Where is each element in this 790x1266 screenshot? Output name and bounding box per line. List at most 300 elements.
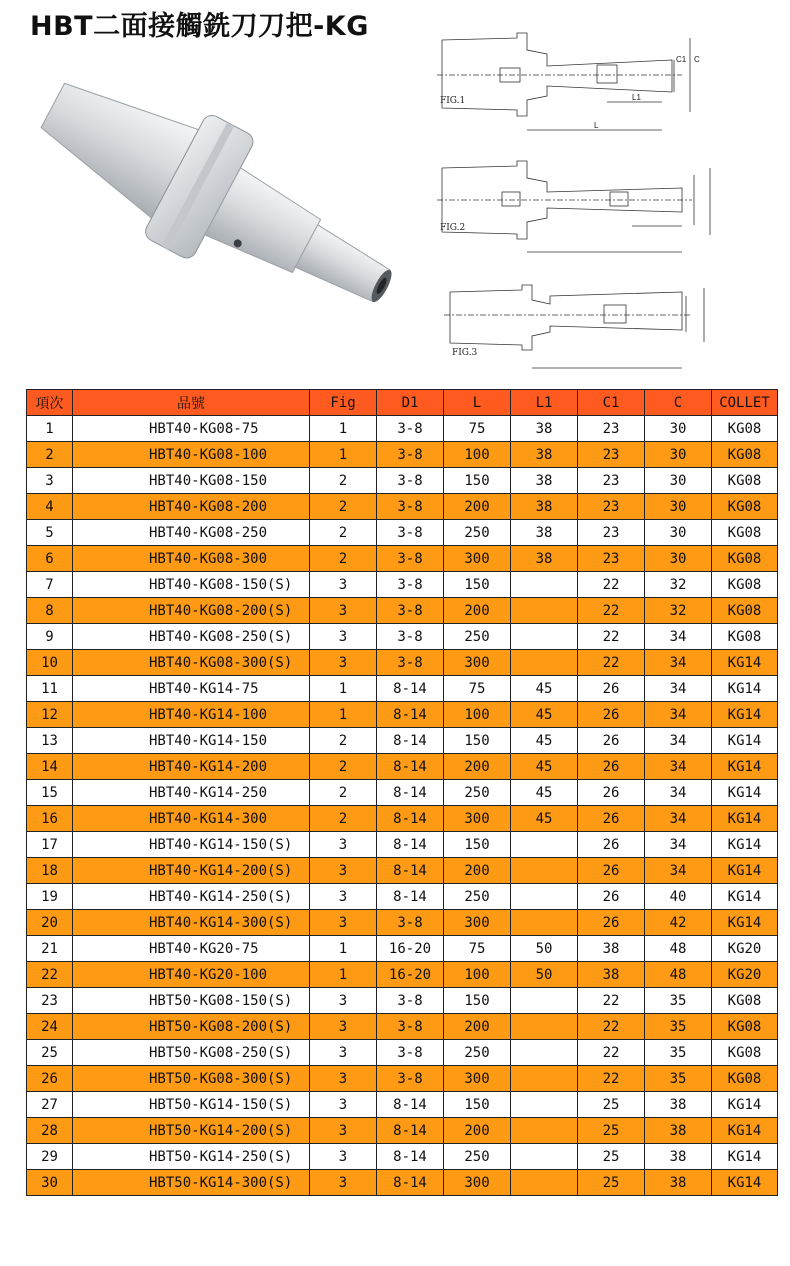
cell-l: 250	[444, 1144, 511, 1170]
cell-l1	[511, 832, 578, 858]
fig1-label: FIG.1	[440, 96, 466, 106]
cell-index: 22	[27, 962, 73, 988]
cell-c1: 23	[578, 442, 645, 468]
cell-model: HBT50-KG14-300(S)	[73, 1170, 310, 1196]
cell-c1: 23	[578, 468, 645, 494]
table-row	[27, 442, 778, 468]
cell-model: HBT50-KG08-150(S)	[73, 988, 310, 1014]
cell-fig: 1	[310, 676, 377, 702]
cell-index: 4	[27, 494, 73, 520]
cell-d1: 3-8	[377, 572, 444, 598]
cell-c: 34	[645, 832, 712, 858]
cell-l: 300	[444, 806, 511, 832]
cell-fig: 1	[310, 442, 377, 468]
cell-l1: 45	[511, 676, 578, 702]
spec-table	[26, 389, 778, 1196]
table-row	[27, 910, 778, 936]
cell-fig: 3	[310, 1144, 377, 1170]
table-row	[27, 1092, 778, 1118]
cell-c1: 23	[578, 416, 645, 442]
cell-l1	[511, 1066, 578, 1092]
cell-fig: 2	[310, 754, 377, 780]
table-row	[27, 936, 778, 962]
cell-model: HBT40-KG20-75	[73, 936, 310, 962]
cell-index: 3	[27, 468, 73, 494]
cell-c: 30	[645, 494, 712, 520]
cell-fig: 1	[310, 936, 377, 962]
cell-l: 150	[444, 1092, 511, 1118]
table-row	[27, 806, 778, 832]
cell-c1: 25	[578, 1170, 645, 1196]
cell-model: HBT40-KG08-150(S)	[73, 572, 310, 598]
cell-fig: 2	[310, 780, 377, 806]
cell-model: HBT40-KG08-200	[73, 494, 310, 520]
cell-d1: 16-20	[377, 936, 444, 962]
cell-d1: 8-14	[377, 1170, 444, 1196]
cell-c: 42	[645, 910, 712, 936]
cell-c: 30	[645, 416, 712, 442]
cell-l: 100	[444, 962, 511, 988]
dim-c-label: C	[694, 55, 700, 64]
cell-l: 250	[444, 520, 511, 546]
cell-c1: 38	[578, 936, 645, 962]
cell-model: HBT40-KG14-100	[73, 702, 310, 728]
cell-model: HBT40-KG14-300(S)	[73, 910, 310, 936]
cell-l: 200	[444, 1014, 511, 1040]
cell-c: 34	[645, 728, 712, 754]
cell-fig: 3	[310, 988, 377, 1014]
cell-c: 35	[645, 1066, 712, 1092]
header-collet: COLLET	[712, 390, 778, 416]
cell-model: HBT40-KG14-250	[73, 780, 310, 806]
cell-index: 13	[27, 728, 73, 754]
cell-c1: 38	[578, 962, 645, 988]
cell-l: 300	[444, 650, 511, 676]
cell-model: HBT40-KG14-150	[73, 728, 310, 754]
cell-collet: KG08	[712, 468, 778, 494]
cell-fig: 2	[310, 520, 377, 546]
cell-c: 30	[645, 468, 712, 494]
table-row	[27, 650, 778, 676]
cell-index: 21	[27, 936, 73, 962]
cell-c1: 22	[578, 1040, 645, 1066]
cell-c: 48	[645, 936, 712, 962]
cell-d1: 3-8	[377, 546, 444, 572]
cell-collet: KG14	[712, 832, 778, 858]
cell-index: 17	[27, 832, 73, 858]
cell-index: 23	[27, 988, 73, 1014]
table-row	[27, 988, 778, 1014]
cell-l1	[511, 572, 578, 598]
table-row	[27, 780, 778, 806]
table-row	[27, 468, 778, 494]
cell-index: 18	[27, 858, 73, 884]
table-row	[27, 962, 778, 988]
cell-collet: KG08	[712, 1040, 778, 1066]
cell-collet: KG14	[712, 650, 778, 676]
cell-d1: 3-8	[377, 598, 444, 624]
cell-c: 34	[645, 806, 712, 832]
cell-c: 35	[645, 988, 712, 1014]
cell-fig: 3	[310, 858, 377, 884]
cell-collet: KG14	[712, 1170, 778, 1196]
cell-index: 20	[27, 910, 73, 936]
cell-d1: 3-8	[377, 988, 444, 1014]
cell-collet: KG14	[712, 1118, 778, 1144]
cell-c1: 22	[578, 650, 645, 676]
cell-l: 200	[444, 754, 511, 780]
cell-collet: KG08	[712, 988, 778, 1014]
cell-c: 30	[645, 442, 712, 468]
cell-collet: KG14	[712, 1144, 778, 1170]
cell-c1: 26	[578, 884, 645, 910]
cell-collet: KG08	[712, 546, 778, 572]
cell-c: 34	[645, 676, 712, 702]
cell-d1: 16-20	[377, 962, 444, 988]
cell-c: 38	[645, 1170, 712, 1196]
cell-model: HBT40-KG14-200	[73, 754, 310, 780]
cell-l: 200	[444, 494, 511, 520]
cell-index: 29	[27, 1144, 73, 1170]
cell-fig: 3	[310, 884, 377, 910]
cell-c: 32	[645, 572, 712, 598]
cell-l: 250	[444, 780, 511, 806]
tool-holder-photo	[10, 62, 410, 362]
cell-l1: 45	[511, 806, 578, 832]
cell-fig: 3	[310, 598, 377, 624]
cell-fig: 3	[310, 624, 377, 650]
table-row	[27, 546, 778, 572]
cell-model: HBT40-KG14-75	[73, 676, 310, 702]
cell-c1: 22	[578, 1014, 645, 1040]
table-row	[27, 572, 778, 598]
cell-c: 34	[645, 702, 712, 728]
cell-d1: 3-8	[377, 624, 444, 650]
table-row	[27, 1066, 778, 1092]
cell-c: 30	[645, 546, 712, 572]
cell-d1: 8-14	[377, 858, 444, 884]
cell-d1: 8-14	[377, 780, 444, 806]
cell-l: 250	[444, 884, 511, 910]
cell-index: 11	[27, 676, 73, 702]
header-fig: Fig	[310, 390, 377, 416]
cell-l1	[511, 1170, 578, 1196]
cell-collet: KG14	[712, 780, 778, 806]
cell-fig: 3	[310, 1066, 377, 1092]
cell-d1: 8-14	[377, 676, 444, 702]
cell-c1: 26	[578, 702, 645, 728]
cell-index: 5	[27, 520, 73, 546]
cell-l: 200	[444, 858, 511, 884]
table-row	[27, 494, 778, 520]
cell-c1: 22	[578, 572, 645, 598]
cell-l1: 50	[511, 962, 578, 988]
cell-fig: 1	[310, 702, 377, 728]
cell-l: 300	[444, 910, 511, 936]
cell-model: HBT40-KG08-200(S)	[73, 598, 310, 624]
cell-d1: 8-14	[377, 754, 444, 780]
cell-l1	[511, 624, 578, 650]
cell-c1: 25	[578, 1118, 645, 1144]
cell-collet: KG08	[712, 416, 778, 442]
cell-l1	[511, 1092, 578, 1118]
cell-collet: KG14	[712, 884, 778, 910]
cell-model: HBT50-KG08-200(S)	[73, 1014, 310, 1040]
cell-l: 150	[444, 728, 511, 754]
cell-d1: 8-14	[377, 1092, 444, 1118]
cell-fig: 3	[310, 832, 377, 858]
cell-index: 19	[27, 884, 73, 910]
fig3-label: FIG.3	[452, 348, 478, 358]
table-row	[27, 832, 778, 858]
table-row	[27, 1040, 778, 1066]
cell-index: 10	[27, 650, 73, 676]
cell-index: 25	[27, 1040, 73, 1066]
cell-collet: KG08	[712, 520, 778, 546]
cell-model: HBT40-KG08-250(S)	[73, 624, 310, 650]
cell-d1: 3-8	[377, 910, 444, 936]
table-row	[27, 1144, 778, 1170]
cell-l1: 50	[511, 936, 578, 962]
cell-collet: KG14	[712, 806, 778, 832]
cell-l: 200	[444, 1118, 511, 1144]
cell-l: 200	[444, 598, 511, 624]
cell-l: 150	[444, 572, 511, 598]
cell-model: HBT40-KG08-100	[73, 442, 310, 468]
cell-d1: 3-8	[377, 1014, 444, 1040]
cell-l1: 38	[511, 546, 578, 572]
cell-l: 250	[444, 624, 511, 650]
cell-collet: KG08	[712, 572, 778, 598]
cell-fig: 3	[310, 1170, 377, 1196]
cell-c: 35	[645, 1040, 712, 1066]
table-row	[27, 1118, 778, 1144]
cell-l1	[511, 1014, 578, 1040]
cell-collet: KG08	[712, 494, 778, 520]
cell-l: 300	[444, 1170, 511, 1196]
cell-d1: 8-14	[377, 1118, 444, 1144]
cell-c: 35	[645, 1014, 712, 1040]
cell-c: 38	[645, 1118, 712, 1144]
cell-model: HBT50-KG08-300(S)	[73, 1066, 310, 1092]
cell-l: 75	[444, 416, 511, 442]
cell-c1: 26	[578, 858, 645, 884]
cell-c1: 26	[578, 676, 645, 702]
header-index: 項次	[27, 390, 73, 416]
cell-c: 30	[645, 520, 712, 546]
cell-d1: 3-8	[377, 468, 444, 494]
cell-c: 34	[645, 650, 712, 676]
table-row	[27, 1014, 778, 1040]
cell-l: 250	[444, 1040, 511, 1066]
cell-c: 34	[645, 754, 712, 780]
cell-model: HBT40-KG14-300	[73, 806, 310, 832]
cell-index: 26	[27, 1066, 73, 1092]
cell-fig: 2	[310, 494, 377, 520]
cell-l1: 45	[511, 780, 578, 806]
cell-d1: 3-8	[377, 416, 444, 442]
cell-c1: 25	[578, 1092, 645, 1118]
table-row	[27, 416, 778, 442]
cell-c: 32	[645, 598, 712, 624]
cell-c: 38	[645, 1092, 712, 1118]
table-row	[27, 624, 778, 650]
page-title: HBT二面接觸銑刀刀把-KG	[30, 11, 369, 42]
cell-fig: 2	[310, 806, 377, 832]
cell-c: 34	[645, 858, 712, 884]
cell-l: 300	[444, 546, 511, 572]
cell-l: 150	[444, 832, 511, 858]
cell-model: HBT50-KG08-250(S)	[73, 1040, 310, 1066]
dim-l-label: L	[594, 121, 599, 130]
table-row	[27, 858, 778, 884]
cell-index: 16	[27, 806, 73, 832]
cell-index: 12	[27, 702, 73, 728]
table-row	[27, 728, 778, 754]
cell-index: 7	[27, 572, 73, 598]
cell-d1: 3-8	[377, 650, 444, 676]
cell-index: 6	[27, 546, 73, 572]
cell-model: HBT40-KG08-150	[73, 468, 310, 494]
cell-fig: 1	[310, 962, 377, 988]
cell-model: HBT40-KG08-75	[73, 416, 310, 442]
cell-c1: 23	[578, 546, 645, 572]
table-row	[27, 676, 778, 702]
technical-drawings	[432, 30, 732, 370]
cell-model: HBT50-KG14-250(S)	[73, 1144, 310, 1170]
cell-collet: KG20	[712, 962, 778, 988]
cell-fig: 1	[310, 416, 377, 442]
cell-d1: 8-14	[377, 806, 444, 832]
cell-fig: 3	[310, 1092, 377, 1118]
cell-collet: KG08	[712, 624, 778, 650]
cell-c: 48	[645, 962, 712, 988]
cell-c1: 26	[578, 780, 645, 806]
cell-collet: KG08	[712, 1066, 778, 1092]
cell-d1: 3-8	[377, 1066, 444, 1092]
header-l1: L1	[511, 390, 578, 416]
cell-collet: KG14	[712, 702, 778, 728]
cell-d1: 8-14	[377, 728, 444, 754]
cell-fig: 3	[310, 650, 377, 676]
cell-fig: 2	[310, 546, 377, 572]
cell-l: 75	[444, 936, 511, 962]
table-row	[27, 1170, 778, 1196]
cell-fig: 3	[310, 1014, 377, 1040]
cell-model: HBT40-KG20-100	[73, 962, 310, 988]
cell-c1: 22	[578, 1066, 645, 1092]
cell-d1: 8-14	[377, 1144, 444, 1170]
cell-collet: KG14	[712, 910, 778, 936]
cell-l1: 38	[511, 520, 578, 546]
cell-collet: KG14	[712, 1092, 778, 1118]
cell-l: 75	[444, 676, 511, 702]
cell-l1	[511, 1144, 578, 1170]
cell-l: 300	[444, 1066, 511, 1092]
cell-l1	[511, 884, 578, 910]
table-row	[27, 884, 778, 910]
cell-index: 8	[27, 598, 73, 624]
cell-c1: 26	[578, 754, 645, 780]
cell-d1: 8-14	[377, 832, 444, 858]
cell-fig: 3	[310, 910, 377, 936]
cell-model: HBT40-KG08-300	[73, 546, 310, 572]
cell-l: 100	[444, 442, 511, 468]
cell-l1: 38	[511, 468, 578, 494]
header-model: 品號	[73, 390, 310, 416]
cell-model: HBT50-KG14-200(S)	[73, 1118, 310, 1144]
cell-c1: 26	[578, 728, 645, 754]
cell-l1: 45	[511, 754, 578, 780]
cell-fig: 2	[310, 468, 377, 494]
cell-model: HBT50-KG14-150(S)	[73, 1092, 310, 1118]
cell-l1: 45	[511, 702, 578, 728]
cell-d1: 3-8	[377, 1040, 444, 1066]
cell-d1: 3-8	[377, 520, 444, 546]
cell-model: HBT40-KG14-250(S)	[73, 884, 310, 910]
cell-c1: 22	[578, 988, 645, 1014]
cell-c1: 22	[578, 598, 645, 624]
cell-index: 14	[27, 754, 73, 780]
cell-l: 150	[444, 468, 511, 494]
table-row	[27, 598, 778, 624]
dim-l1-label: L1	[632, 93, 641, 102]
cell-l1	[511, 988, 578, 1014]
cell-l1	[511, 1118, 578, 1144]
cell-collet: KG08	[712, 598, 778, 624]
cell-collet: KG14	[712, 676, 778, 702]
cell-index: 27	[27, 1092, 73, 1118]
table-row	[27, 702, 778, 728]
cell-model: HBT40-KG14-150(S)	[73, 832, 310, 858]
cell-l1	[511, 650, 578, 676]
dim-c1-label: C1	[676, 55, 687, 64]
cell-c1: 23	[578, 520, 645, 546]
cell-index: 30	[27, 1170, 73, 1196]
cell-collet: KG08	[712, 1014, 778, 1040]
cell-l1: 38	[511, 494, 578, 520]
cell-fig: 3	[310, 1118, 377, 1144]
table-body	[27, 416, 778, 1196]
cell-c: 38	[645, 1144, 712, 1170]
cell-index: 9	[27, 624, 73, 650]
cell-c: 34	[645, 624, 712, 650]
cell-l1	[511, 1040, 578, 1066]
cell-index: 15	[27, 780, 73, 806]
cell-l: 100	[444, 702, 511, 728]
cell-d1: 3-8	[377, 494, 444, 520]
cell-c: 34	[645, 780, 712, 806]
cell-c1: 26	[578, 806, 645, 832]
cell-l1	[511, 910, 578, 936]
cell-fig: 3	[310, 1040, 377, 1066]
cell-l1: 38	[511, 442, 578, 468]
header-l: L	[444, 390, 511, 416]
cell-l1: 45	[511, 728, 578, 754]
cell-index: 28	[27, 1118, 73, 1144]
cell-fig: 3	[310, 572, 377, 598]
cell-l1	[511, 598, 578, 624]
cell-d1: 8-14	[377, 884, 444, 910]
table-row	[27, 754, 778, 780]
cell-collet: KG20	[712, 936, 778, 962]
cell-c1: 26	[578, 832, 645, 858]
cell-index: 24	[27, 1014, 73, 1040]
cell-c1: 25	[578, 1144, 645, 1170]
header-d1: D1	[377, 390, 444, 416]
cell-collet: KG14	[712, 728, 778, 754]
cell-d1: 8-14	[377, 702, 444, 728]
